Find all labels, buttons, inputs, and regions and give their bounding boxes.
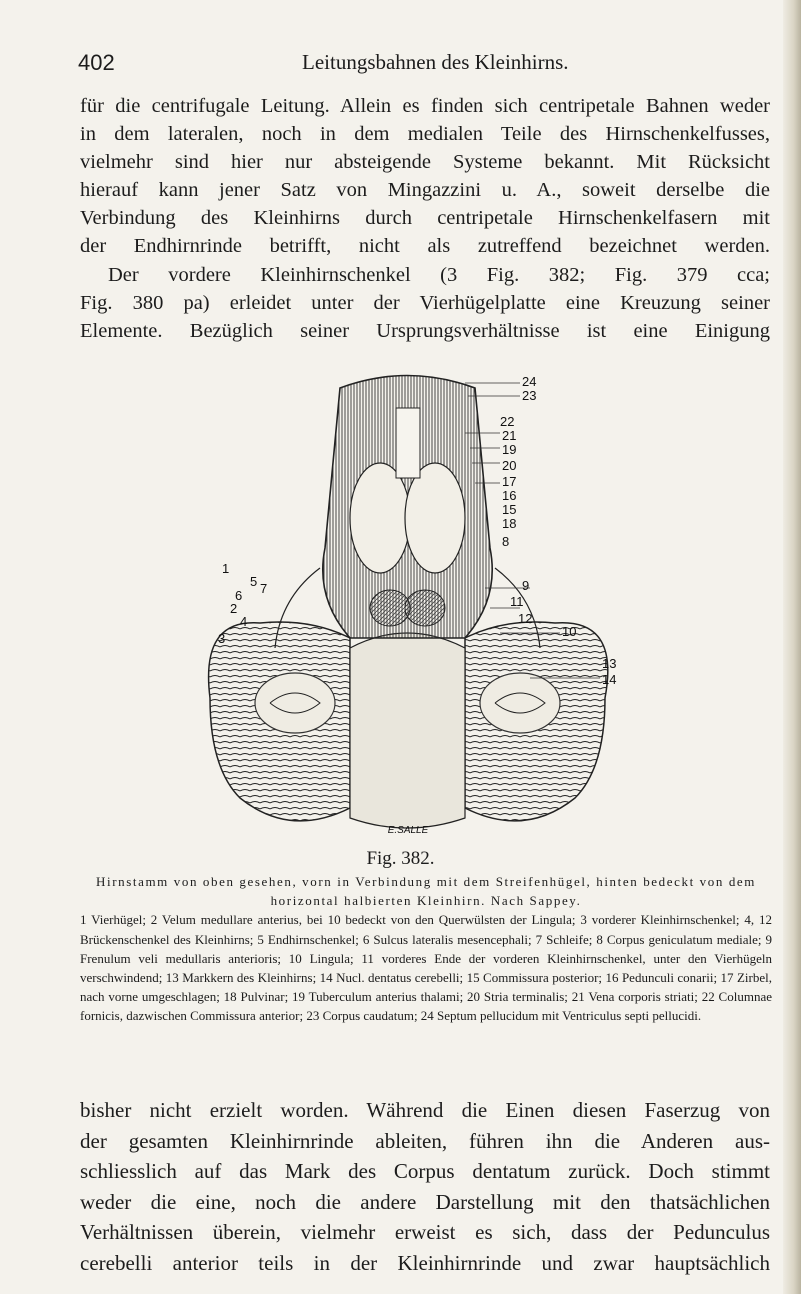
fig-label: 16 — [502, 488, 517, 503]
fig-label: 4 — [240, 614, 248, 629]
legend-lead: Hirnstamm von oben gesehen, vorn in Verbindung mit dem Streifenhügel, hinten bedeckt von dem horizontal halbierten Kleinhirn. Nach Sappey. — [96, 874, 756, 909]
fig-label: 3 — [218, 631, 226, 646]
figure-legend — [80, 872, 772, 1026]
fig-label: 10 — [562, 624, 577, 639]
fig-label: 12 — [518, 611, 533, 626]
fig-label: 11 — [510, 594, 524, 609]
thalamus-left — [350, 463, 410, 573]
body-text-top — [80, 92, 770, 345]
text-line: hierauf kann jener Satz von Mingazzini u. A., soweit derselbe die — [80, 179, 770, 202]
fig-label: 24 — [522, 374, 537, 389]
fig-label: 15 — [502, 502, 517, 517]
text-line: für die centrifugale Leitung. Allein es finden sich centripetale Bahnen weder — [80, 95, 770, 117]
fig-label: 17 — [502, 474, 517, 489]
text-line: schliesslich auf das Mark des Corpus dentatum zurück. Doch stimmt — [80, 1159, 770, 1183]
fig-label: 23 — [522, 388, 537, 403]
text-line: Elemente. Bezüglich seiner Ursprungsverhältnisse ist eine Einigung — [80, 319, 770, 342]
text-line: Fig. 380 pa) erleidet unter der Vierhügelplatte eine Kreuzung seiner — [80, 291, 770, 314]
text-line: in dem lateralen, noch in dem medialen Teile des Hirnschenkelfusses, — [80, 123, 770, 146]
text-line: der gesamten Kleinhirnrinde ableiten, führen ihn die Anderen aus- — [80, 1128, 770, 1153]
vermis — [350, 633, 465, 828]
text-line: Verbindung des Kleinhirns durch centripetale Hirnschenkelfasern mit — [80, 207, 770, 230]
fig-label: 5 — [250, 574, 258, 589]
legend-items: 1 Vierhügel; 2 Velum medullare anterius, bei 10 bedeckt von den Querwülsten der Lingula; 3 vorderer Kleinhirnschenkel; 4, 12 Brückenschenkel des Kleinhirns; 5 Endhirnschenkel; 6 Sulcus lateralis mesencephali; 7 Schleife; 8 Corpus geniculatum mediale; 9 Frenulum veli medullaris anterioris; 10 Lingula; 11 vorderes Ende der vorderen Kleinhirnschenkel, unter den Vierhügeln verschwindend; 13 Markkern des Kleinhirns; 14 Nucl. dentatus cerebelli; 15 Commissura posterior; 16 Pedunculi conarii; 17 Zirbel, nach vorne umgeschlagen; 18 Pulvinar; 19 Tuberculum anterius thalami; 20 Stria terminalis; 21 Vena corporis striati; 22 Columnae fornicis, dazwischen Commissura anterior; 23 Corpus caudatum; 24 Septum pellucidum mit Ventriculus septi pellucidi. — [80, 912, 772, 1024]
fig-label: 19 — [502, 442, 517, 457]
thalamus-right — [405, 463, 465, 573]
dentate-left — [255, 673, 335, 733]
page-edge — [783, 0, 801, 1294]
figure-caption: Fig. 382. — [366, 848, 435, 869]
fig-label: 18 — [502, 516, 517, 531]
signature: E.SALLE — [387, 825, 429, 836]
septum — [396, 408, 420, 478]
text-line: weder die eine, noch die andere Darstellung mit den thatsächlichen — [80, 1189, 770, 1214]
fig-label: 7 — [260, 581, 268, 596]
running-title: Leitungsbahnen des Kleinhirns. — [302, 50, 569, 74]
colliculus-right — [405, 590, 445, 626]
fig-label: 13 — [602, 656, 617, 671]
fig-label: 14 — [602, 672, 617, 687]
fig-label: 22 — [500, 414, 515, 429]
body-text-bottom — [80, 1095, 770, 1278]
text-line: vielmehr sind hier nur absteigende Systeme bekannt. Mit Rücksicht — [80, 151, 770, 174]
colliculus-left — [370, 590, 410, 626]
page-header — [78, 50, 768, 80]
brainstem-drawing — [200, 368, 620, 838]
dentate-right — [480, 673, 560, 733]
fig-label: 6 — [235, 588, 243, 603]
text-line: Der vordere Kleinhirnschenkel (3 Fig. 382; Fig. 379 cca; — [108, 263, 770, 286]
text-line: der Endhirnrinde betrifft, nicht als zutreffend bezeichnet werden. — [80, 235, 770, 258]
fig-label: 21 — [502, 428, 517, 443]
fig-label: 2 — [230, 601, 238, 616]
page-number: 402 — [78, 50, 115, 75]
fig-label: 20 — [502, 458, 517, 473]
text-line: Verhältnissen überein, vielmehr erweist es sich, dass der Pedunculus — [80, 1220, 770, 1244]
fig-label: 1 — [222, 561, 230, 576]
brainstem-illustration — [200, 368, 620, 838]
fig-label: 8 — [502, 534, 510, 549]
text-line: cerebelli anterior teils in der Kleinhirnrinde und zwar hauptsächlich — [80, 1250, 770, 1275]
fig-label: 9 — [522, 578, 530, 593]
text-line: bisher nicht erzielt worden. Während die Einen diesen Faserzug von — [80, 1098, 770, 1122]
